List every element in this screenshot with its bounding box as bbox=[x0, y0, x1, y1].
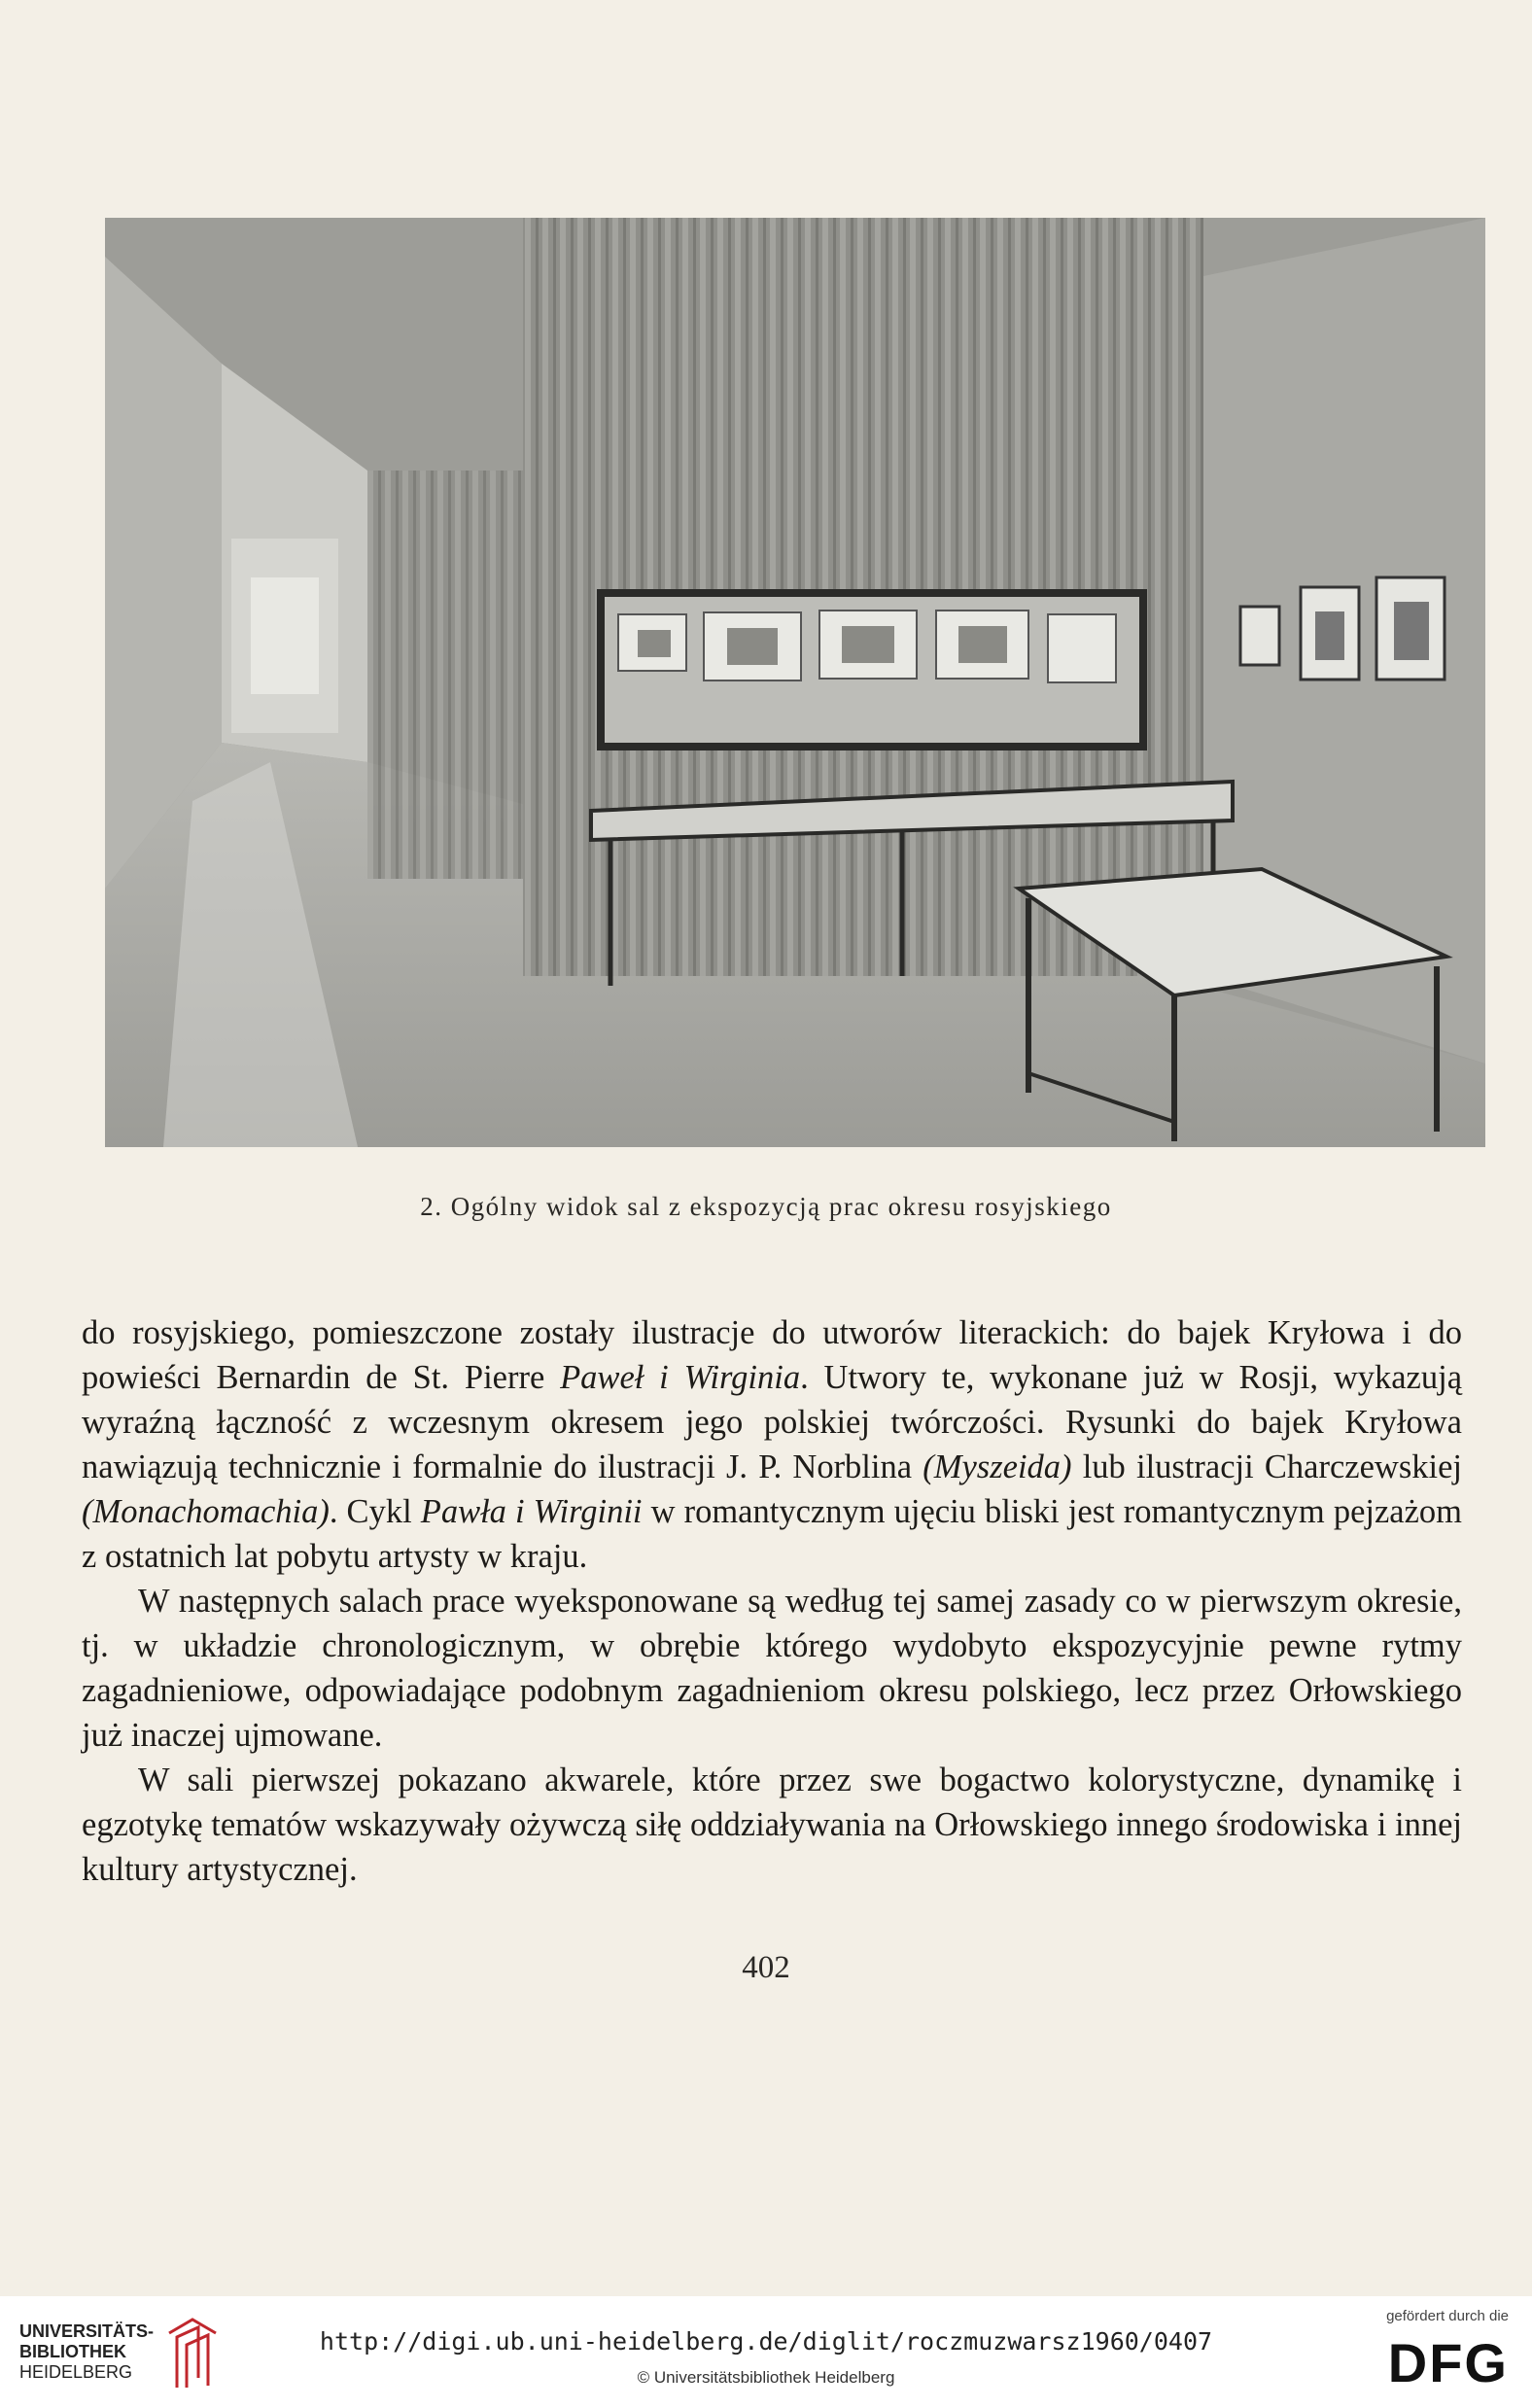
text-run: lub ilustracji Charczewskiej bbox=[1071, 1448, 1462, 1485]
exhibition-room-image bbox=[105, 218, 1485, 1147]
figure-caption: 2. Ogólny widok sal z ekspozycją prac okresu rosyjskiego bbox=[420, 1192, 1112, 1221]
paragraph-2 bbox=[82, 1579, 1462, 1758]
text-run: . Cykl bbox=[329, 1493, 421, 1530]
italic-title: (Myszeida) bbox=[923, 1448, 1072, 1485]
library-line-2: BIBLIOTHEK bbox=[19, 2342, 126, 2361]
text-run: W sali pierwszej pokazano akwarele, które przez swe bogactwo kolorystyczne, dynamikę i egzotykę tematów wskazywały ożywczą siłę oddziaływania na Orłowskiego innego środowiska i innej kultury artystycznej. bbox=[82, 1762, 1462, 1888]
text-run: W następnych salach prace wyeksponowane są według tej samej zasady co w pierwszym okresie, tj. w układzie chronologicznym, w obrębie którego wydobyto ekspozycyjnie pewne rytmy zagadnieniowe, odpowiadające podobnym zagadnieniom okresu polskiego, lecz przez Orłowskiego już inaczej ujmowane. bbox=[82, 1583, 1462, 1754]
body-text bbox=[82, 1310, 1462, 1892]
paragraph-1 bbox=[82, 1310, 1462, 1579]
gallery-photo bbox=[105, 218, 1485, 1147]
copyright: © Universitätsbibliothek Heidelberg bbox=[637, 2368, 895, 2387]
paragraph-3 bbox=[82, 1758, 1462, 1892]
text-run: . Utwory te, wykonane już w Rosji, wykazują wyraźną łączność z wczesnym okresem jego polskiej twórczości. Rysunki do bajek Kryłowa nawiązują technicznie i formalnie do ilustracji J. P. Norblina bbox=[82, 1359, 1463, 1485]
text-run: do rosyjskiego, pomieszczone zostały ilustracje do utworów literackich: do bajek Kryłowa i do powieści Bernardin de St. Pierre bbox=[82, 1314, 1462, 1396]
italic-title: Paweł i Wirginia bbox=[560, 1359, 801, 1396]
funder-name: DFG bbox=[1387, 2332, 1509, 2393]
text-run: w romantycznym ujęciu bliski jest romantycznym pejzażom z ostatnich lat pobytu artysty w kraju. bbox=[82, 1493, 1462, 1575]
funder-logo[interactable] bbox=[1343, 2308, 1509, 2401]
footer bbox=[0, 2296, 1532, 2408]
permalink[interactable]: http://digi.ub.uni-heidelberg.de/diglit/roczmuzwarsz1960/0407 bbox=[319, 2327, 1213, 2356]
italic-title: (Monachomachia) bbox=[82, 1493, 330, 1530]
library-line-1: UNIVERSITÄTS- bbox=[19, 2321, 155, 2341]
library-line-3: HEIDELBERG bbox=[19, 2362, 133, 2382]
funder-note: gefördert durch die bbox=[1386, 2308, 1509, 2324]
italic-title: Pawła i Wirginii bbox=[420, 1493, 643, 1530]
page-number: 402 bbox=[742, 1950, 790, 1985]
